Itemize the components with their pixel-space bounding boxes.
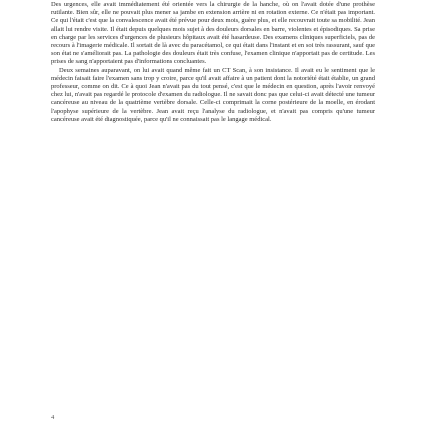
paragraph-2: Deux semaines auparavant, on lui avait quand même fait un CT Scan, à son insistance. Il avait eu le sentiment que le médecin faisait faire l'examen sans trop y croire, parce qu'il avait affaire à un patient dont la notoriété était établie, un grand professeur, comme on dit. Ce à quoi Jean n'avait pas du tout pensé, c'est que le médecin en question, après l'avoir renvoyé chez lui, n'avait pas regardé le protocole d'examen du radiologue. Il ne savait donc pas que celui-ci avait détecté une tumeur cancéreuse au niveau de la quatrième vertèbre dorsale. Celle-ci comprimait la corne postérieure de la moelle, en érodant l'apophyse supérieure de la vertèbre. Jean avait reçu l'analyse du radiologue, et n'avait pas compris qu'une tumeur cancéreuse avait été diagnostiquée, parce qu'il ne connaissait pas le langage médical. [51,66,375,123]
page-number: 4 [51,414,55,421]
body-text [51,1,375,124]
paragraph-1: Des urgences, elle avait immédiatement été orientée vers la chirurgie de la hanche, où on l'avait dotée d'une prothèse rutilante. Bien sûr, elle ne pouvait plus mener sa jambe en extension arrière ni en rotation externe. Ce n'était pas important. Ce qui l'était c'est que la convalescence avait été prévue pour deux mois, guère plus, et elle recouvrait toute sa mobilité. Jean allait lui rendre visite. Il était depuis quelques mois sujet à des douleurs dorsales en barre, violentes et épisodiques. Sa prise en charge par les services d'urgences de plusieurs hôpitaux avait été hasardeuse. Des examens cliniques superficiels, pas de recours à l'imagerie médicale. Il sortait de là avec du paracétamol, ce qui était dans l'instant et en soi très rassurant, sauf que son état ne s'améliorait pas. La pathologie des douleurs était très confuse, l'examen clinique n'apportait pas de certitude. Les prises de sang n'apportaient pas d'informations concluantes. [51,1,375,66]
